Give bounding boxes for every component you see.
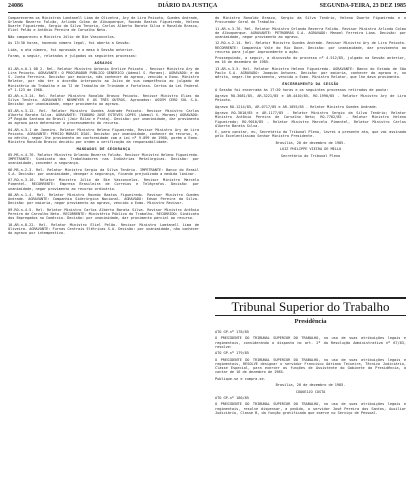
- paragraph: O PRESIDENTE DO TRIBUNAL SUPERIOR DO TRABALHO, no uso de suas atribuições legais e regimentais, resolve dispensar, a pedido, o servidor José Pereira dos Santos, Auxiliar Judiciário, Classe B, da função gratificada que exerce no Serviço de Pessoal.: [215, 402, 406, 415]
- paragraph: 02.AR-n-3-14. Rel. Relator Ministro Ronaldo Brasco Peixoto. Revisor Ministro Elias da Silva Tenório. AGRAVANTE: NEUMEYER E OS TRÊS OUTROS. Agravados: ASSEM CERO SUL S.A. Decisão: por unanimidade, negar provimento ao agravo.: [8, 94, 199, 107]
- right-column-bottom: [215, 330, 406, 417]
- paragraph: Comparecerem os Ministros Lomtanell Lima de Olivetra, Ary de Lira Peixoto, Guedes Andrade, Orlando Bezerro Falcão, Arlindo Colmo de Albuquerque, Rocedo Bastos Figueiredo, Heleno Duarte Figueiredo, Sergio da Silva Tenorio, Carlos Alberto Barata Silva e Ronaldo Brasco, Eliel Pelão e Antônio Pereira de Carvalho Neto.: [8, 16, 199, 33]
- issue-date: SEGUNDA-FEIRA, 23 DEZ 1985: [319, 3, 406, 9]
- act-number: ATO GP-nº 179/85: [215, 351, 249, 356]
- paragraph: do Ministro Ronaldo Brasco, Sergio da Silva Tenório, Heleno Duarte Figueiredo e o Procurador Geral do Trabalho.: [215, 16, 406, 25]
- paragraph: Foram, a seguir, relatados e julgados os seguintes processos:: [8, 54, 137, 59]
- paragraph: Publique-se e cumpra-se.: [215, 376, 266, 381]
- signature-role: Secretário do Tribunal Pleno: [280, 153, 341, 158]
- paragraph: O PRESIDENTE DO TRIBUNAL SUPERIOR DO TRABALHO, no uso de suas atribuições legais e regimentais, considerando o disposto no art. 2º da Resolução Administrativa nº 67/83, resolve:: [215, 336, 406, 349]
- act-number: ATO GP-nº 178/85: [215, 330, 249, 334]
- paragraph: 13.AR-n-3-5. Rel. Relator Ministro Heleno Figueiredo. AGRAVANTE: Banco do Estado de São Paulo S.A. AGRAVADO: Joaquim Antunes. Decisão: por maioria, conhecer do agravo e, no mérito, negar-lhe provimento, vencido o Exmo. Ministro Relator, que lhe dava provimento.: [215, 66, 406, 80]
- right-column-top: [215, 16, 406, 160]
- journal-title: DIÁRIO DA JUSTIÇA: [158, 3, 218, 9]
- paragraph: 11.AR-n-3-76. Rel. Relator Ministro Orlando Bezerra Falcão. Revisor Ministro Arlindo Colmo de Albuquerque. AGRAVANTE: PETROBRÁS S.A. AGRAVADO: Manoel Ferreira Lima. Decisão: por unanimidade, negar provimento ao agravo.: [215, 26, 406, 39]
- paragraph: 08.AR-n-1-4. Rel. Relator Ministro Rocedo Bastos Figueiredo. Revisor Ministro Guedes Andrade. AGRAVANTE: Companhia Siderúrgica Nacional. AGRAVADO: Edson Pereira da Silva. Decisão: por maioria, negar provimento ao agravo, vencido o Exmo. Ministro Revisor.: [8, 193, 199, 206]
- paragraph: Agravo RO-1214/85, AR-0717/85 e AR-1055/85 - Relator Ministro Guedes Andrade.: [215, 104, 378, 109]
- paragraph: Lida, a ata número, foi aprovada e a mesa à Sessão anterior.: [8, 47, 135, 52]
- signature-name: LUIZ PHILIPPE VIEIRA DE MELLO: [279, 147, 342, 152]
- paragraph: E, para constar, eu, Secretário do Tribunal Pleno, lavrei a presente ata, que vai assinada pelo Excelentíssimo Senhor Ministro Presidente.: [215, 130, 406, 139]
- paragraph: Não compareceu o Ministro Júlio de Bie Vasconcelos.: [8, 34, 116, 39]
- court-section-title: Tribunal Superior do Trabalho: [215, 297, 406, 316]
- paragraph: 03.AR-n-3-12. Rel. Relator Ministro Guedes Andrade Peixoto. Revisor Ministro Carlos Alberto Barata Silva. AGRAVANTE: TEODORO JOSÉ ESTEVES LOPES (Ademil S. Moraes) AGRAVADO: 2ª Região Santana do Brasil (Jair Bilac e Prata). Decisão: por unanimidade, dar provimento ao agravo para determinar o processamento do recurso.: [8, 108, 199, 126]
- paragraph: A Sessão foi encerrada às 17:20 horas e os seguintes processos retirados de pauta:: [215, 87, 389, 92]
- paragraph: 01.AR-n-0-1 08 2. Rel. Relator Ministro Antonio Orelice Peixoto - Revisor Ministro Ary de Lira Peixoto. AGRAVANTE: O PROCURADOR PUBLICO GENERICO (Ademil S. Moraes). AGRAVADO: e do S. Junta Ferreira. Decisão: por maioria, não conhecer do agravo, vencido o Exmo. Ministro Relator, por não ter o ácordão interposto ao Juízo de sua competência ao julgado de Ministério do Trabalho e ao TJ de Trabalho de Trindade e Fortaleza. Certos da Lei Federal nº 1.123 de 1968.: [8, 66, 199, 92]
- page-number: 24086: [8, 3, 23, 9]
- paragraph: 10.AR-n-8-22. Rel. Relator Ministro Eliel Pelão. Revisor Ministro Lomtanell Lima de Oliveira. AGRAVANTE: Furnas Centrais Elétricas S.A. Decisão: por unanimidade, não conhecer do agravo por intempestivo.: [8, 222, 199, 235]
- section-heading: AGRAVOS: [94, 60, 113, 65]
- paragraph: As 13:30 horas, havendo número legal, foi aberta a Sessão.: [8, 41, 131, 46]
- paragraph: 12.RO-n-2-14. Rel. Relator Ministro Guedes Andrade. Revisor Ministro Ary de Lira Peixoto. RECORRENTE: Companhia Vale do Rio Doce. Decisão: por unanimidade, dar provimento ao recurso para julgar improcedente a ação.: [215, 41, 406, 54]
- header-rule: [8, 12, 406, 13]
- paragraph: 05.MS-n-4-76. Relator Ministro Orlando Bezerra Falcão. Revisor Ministro Heleno Figueiredo. IMPETRANTE: Sindicato dos Trabalhadores nas Indústrias Metalúrgicas. Decisão: por unanimidade, conceder a segurança.: [8, 152, 199, 166]
- paragraph: 06.MS-n-2-3. Rel. Relator Ministro Sergio da Silva Tenório. IMPETRANTE: Banco do Brasil S.A. Decisão: por unanimidade, denegar a segurança, ficando prejudicada a medida liminar.: [8, 167, 199, 176]
- paragraph: Agravo RO-3081/85, AR-3221/85 e AR-4410/85, RO-1990/85 - Relator Ministro Ary de Lira Peixoto.: [215, 94, 406, 103]
- paragraph: Prosseguindo, a seguir, a discussão do processo nº 4.512/85, julgado na Sessão anterior, em 16 de dezembro de 1985.: [215, 56, 406, 65]
- left-column: [8, 16, 199, 237]
- section-heading: MANDADOS DE SEGURANÇA: [76, 146, 131, 151]
- paragraph: O PRESIDENTE DO TRIBUNAL SUPERIOR DO TRABALHO, no uso de suas atribuições legais e regimentais, RESOLVE designar o servidor Francisco Adriano Teixeira, Técnico Judiciário, Classe Especial, para exercer as funções de Assistente do Gabinete da Presidência, a contar de 16 de dezembro de 1985.: [215, 357, 406, 375]
- section-heading: ENCERRAMENTO DA SESSÃO: [282, 81, 339, 86]
- signature-date: Brasília, 20 de dezembro de 1985.: [275, 140, 346, 145]
- act-number: ATO GP-nº 180/85: [215, 395, 249, 400]
- paragraph: 07.RO-n-3-10. Relator Ministro Júlio de Bie Vasconcelos. Revisor Ministro Marcelo Pimentel. RECORRENTE: Empresa Brasileira de Correios e Telégrafos. Decisão: por unanimidade, negar provimento ao recurso ordinário.: [8, 178, 199, 191]
- paragraph: Agravo RO-3010/85 e AR-1177/85 - Relator Ministro Sergio da Silva Tenório; Relator Ministro Antônio Pereira de Carvalho Neto; RO-7702/85 - Relator Ministro Heleno Figueiredo; RO-9010/85 - Relator Ministro Marcelo Pimentel, Relator Ministro Carlos Alberto Barata Silva.: [215, 111, 406, 128]
- signature-date: Brasília, 20 de dezembro de 1985.: [275, 383, 346, 388]
- section-subtitle: Presidência: [294, 318, 327, 325]
- paragraph: 04.AR-n-3-1 de Janeiro. Relator Ministro Heleno Figueiredo, Revisor Ministro Ary de Lira Peixoto. AGRAVANTE: PERSIO MORAIS DIAS. Decisão: por unanimidade, conhecer do recurso, e, no mérito, negar-lhe provimento em conformidade com a Lei nº 9.099 de 1960, porém o Exmo. Ministro Ronaldo Brasco decidiu por ordem a verificação da responsabilidade.: [8, 127, 199, 145]
- paragraph: 09.RO-n-4-5. Rel. Relator Ministro Carlos Alberto Barata Silva. Revisor Ministro Antônio Pereira de Carvalho Neto. RECORRENTE: Ministério Público do Trabalho. RECORRIDO: Sindicato dos Empregados no Comércio. Decisão: por unanimidade, dar provimento parcial ao recurso.: [8, 207, 199, 221]
- president-name: COQUEIJO COSTA: [295, 389, 326, 394]
